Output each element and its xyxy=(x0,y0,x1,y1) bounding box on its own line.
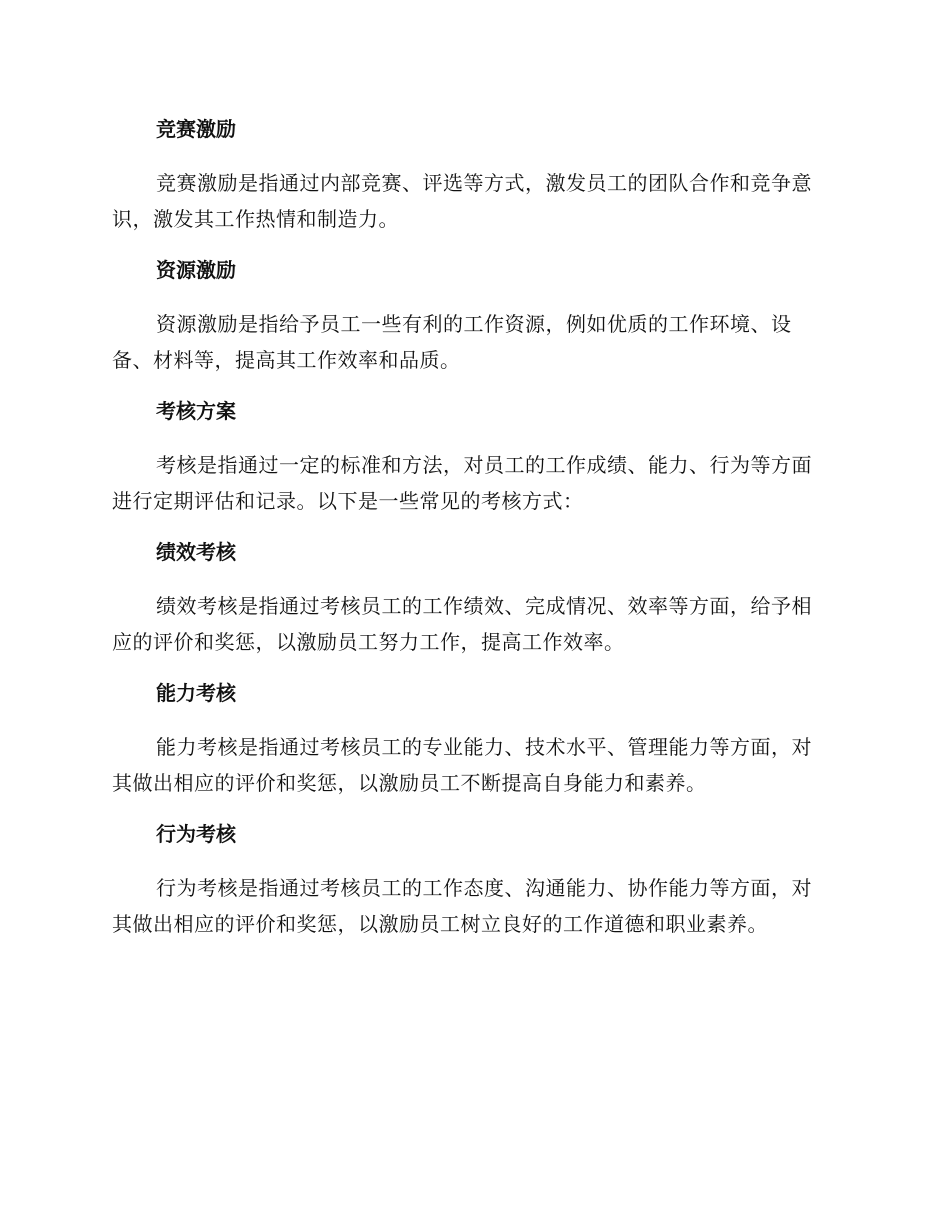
section-heading: 竞赛激励 xyxy=(156,117,236,141)
section-performance-assessment xyxy=(112,534,832,660)
section-heading: 能力考核 xyxy=(156,681,236,705)
section-ability-assessment xyxy=(112,675,832,801)
section-heading: 资源激励 xyxy=(156,258,236,282)
section-heading: 考核方案 xyxy=(156,399,236,423)
section-behavior-assessment xyxy=(112,816,832,942)
section-paragraph: 行为考核是指通过考核员工的工作态度、沟通能力、协作能力等方面，对其做出相应的评价和奖惩，以激励员工树立良好的工作道德和职业素养。 xyxy=(112,876,812,936)
section-paragraph: 竞赛激励是指通过内部竞赛、评选等方式，激发员工的团队合作和竞争意识，激发其工作热情和制造力。 xyxy=(112,171,812,231)
section-assessment-plan xyxy=(112,393,832,519)
section-resource-incentive xyxy=(112,252,832,378)
section-paragraph: 资源激励是指给予员工一些有利的工作资源，例如优质的工作环境、设备、材料等，提高其工作效率和品质。 xyxy=(112,312,792,372)
document-content xyxy=(112,111,832,957)
section-paragraph: 能力考核是指通过考核员工的专业能力、技术水平、管理能力等方面，对其做出相应的评价和奖惩，以激励员工不断提高自身能力和素养。 xyxy=(112,735,812,795)
section-paragraph: 考核是指通过一定的标准和方法，对员工的工作成绩、能力、行为等方面进行定期评估和记录。以下是一些常见的考核方式： xyxy=(112,453,812,513)
section-competition-incentive xyxy=(112,111,832,237)
section-heading: 绩效考核 xyxy=(156,540,236,564)
section-heading: 行为考核 xyxy=(156,822,236,846)
section-paragraph: 绩效考核是指通过考核员工的工作绩效、完成情况、效率等方面，给予相应的评价和奖惩，以激励员工努力工作，提高工作效率。 xyxy=(112,594,812,654)
